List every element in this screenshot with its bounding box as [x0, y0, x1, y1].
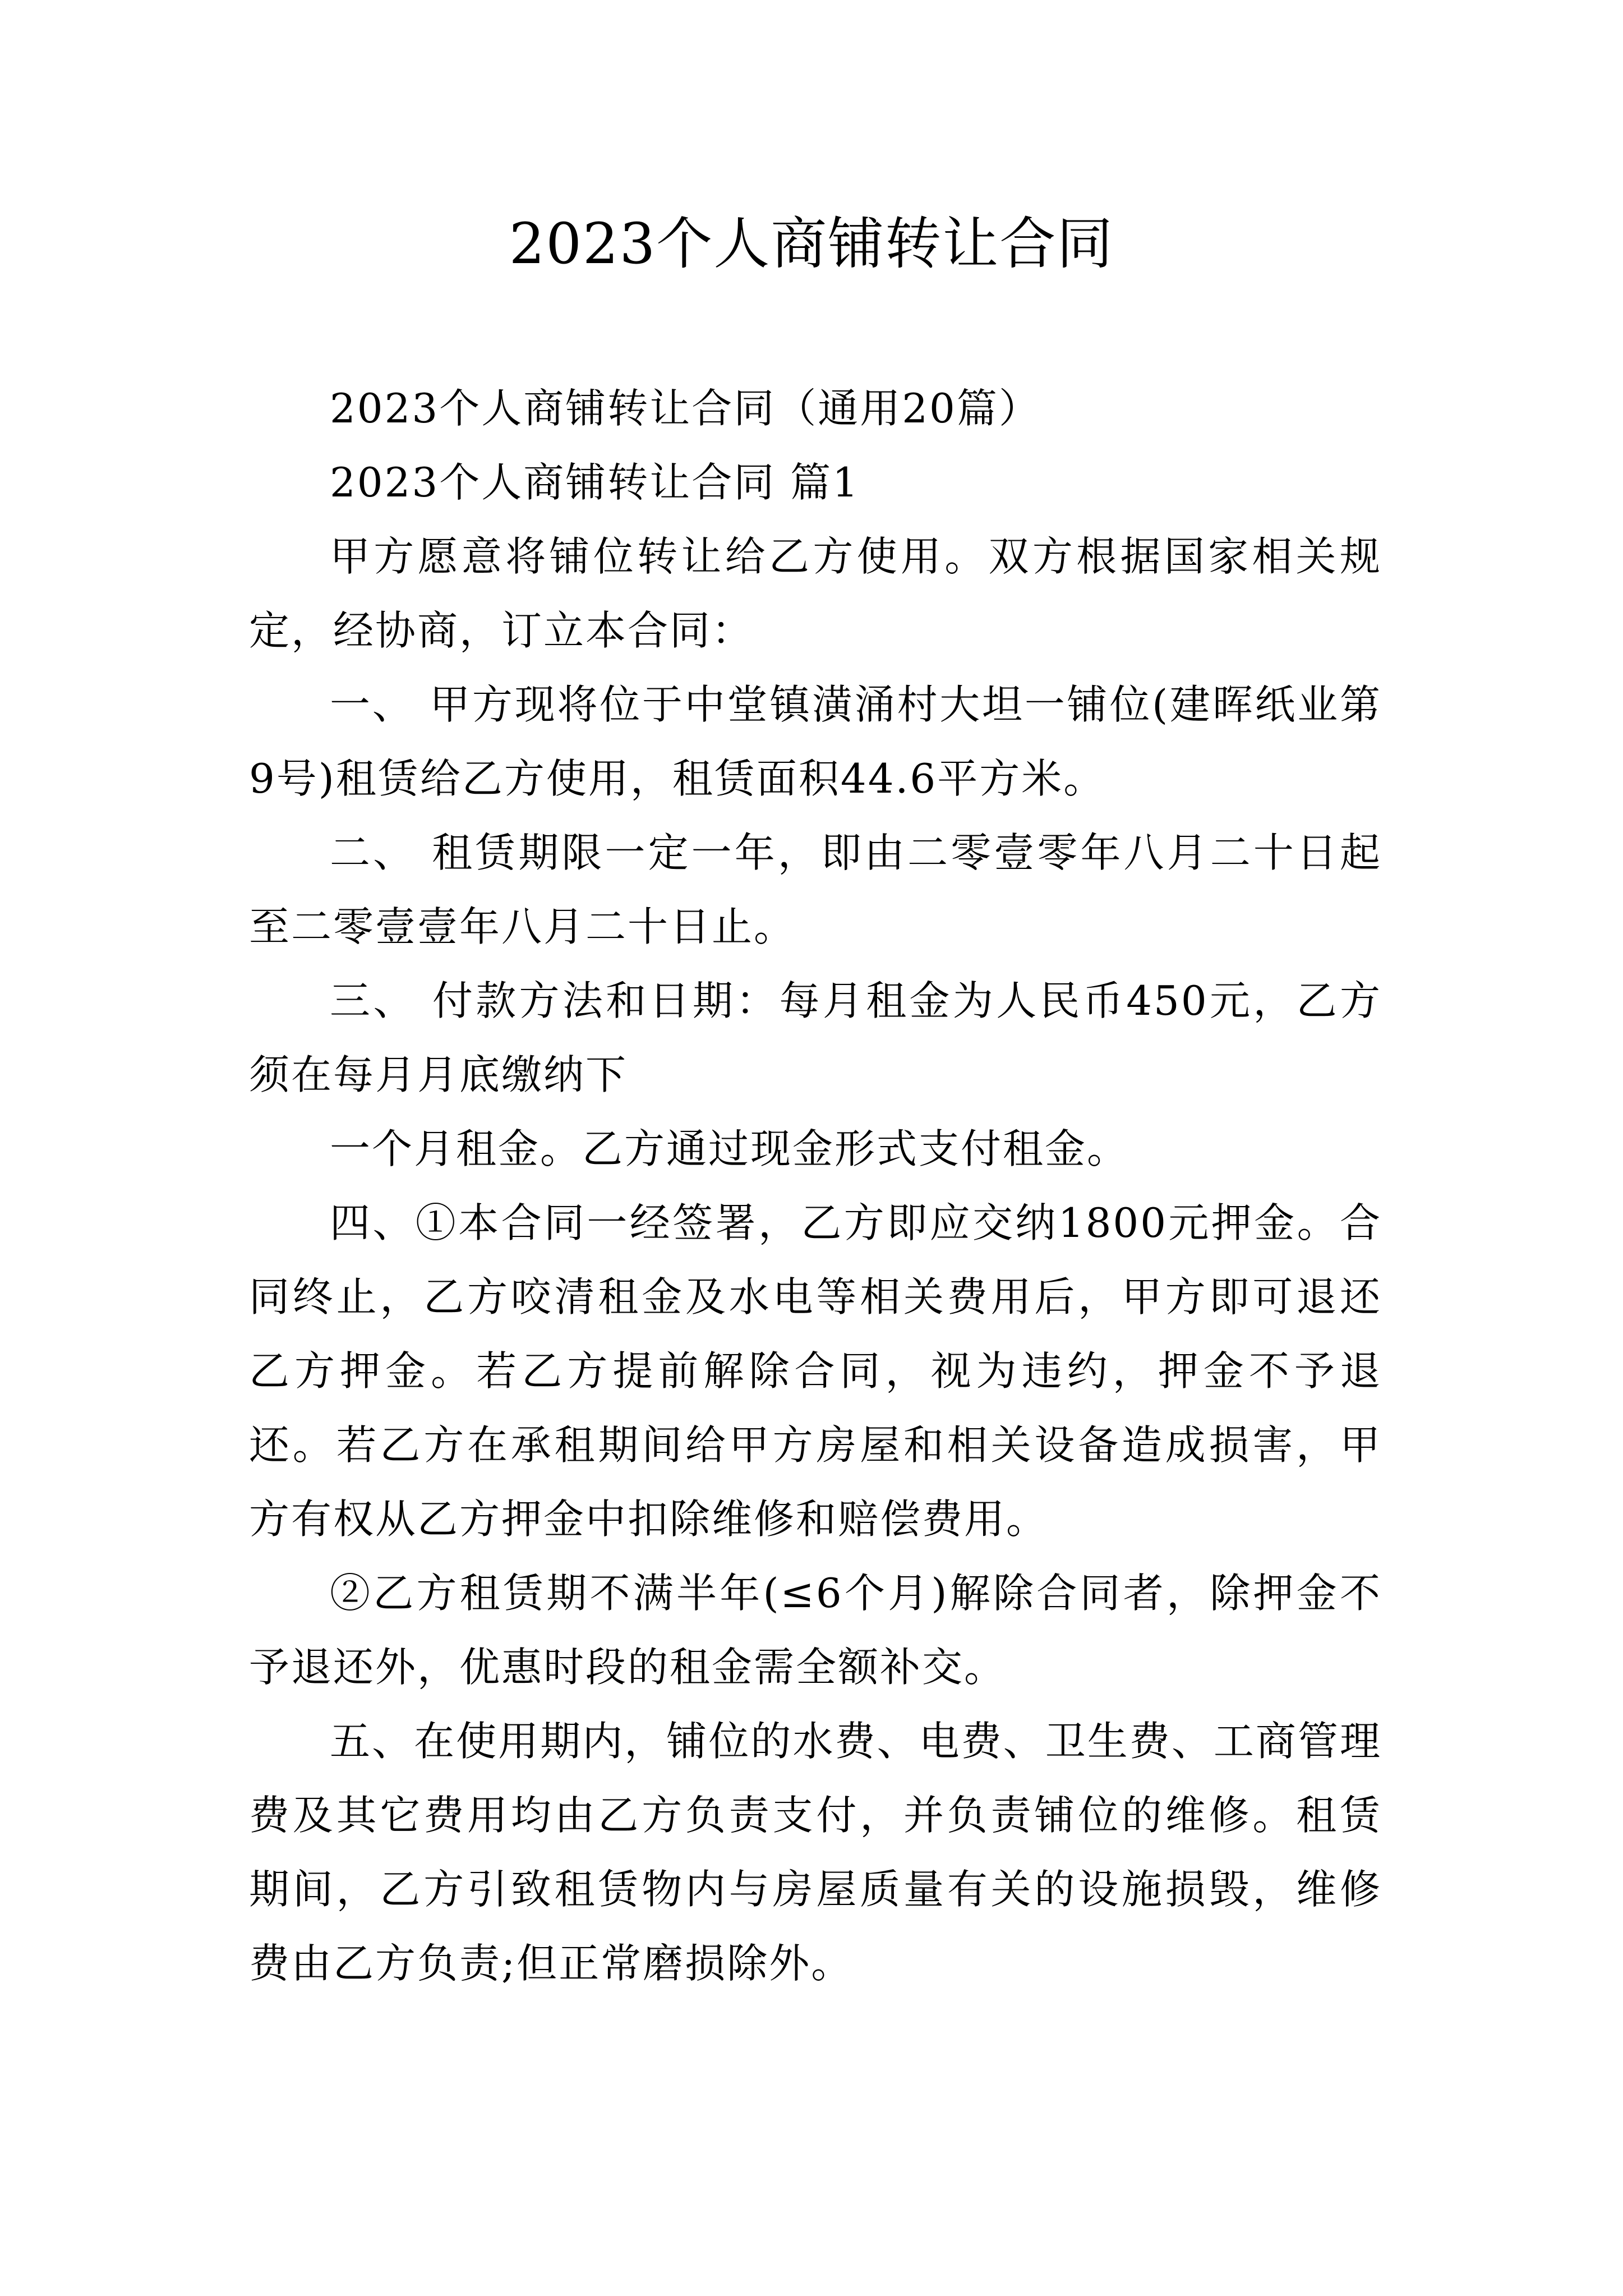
paragraph-clause-1: 一、 甲方现将位于中堂镇潢涌村大坦一铺位(建晖纸业第9号)租赁给乙方使用，租赁面积44.6平方米。 [249, 681, 1382, 802]
paragraph-clause-2: 二、 租赁期限一定一年，即由二零壹零年八月二十日起至二零壹壹年八月二十日止。 [249, 829, 1382, 950]
document-body [249, 371, 1382, 2000]
paragraph-clause-4a: 四、①本合同一经签署，乙方即应交纳1800元押金。合同终止，乙方咬清租金及水电等相关费用后，甲方即可退还乙方押金。若乙方提前解除合同，视为违约，押金不予退还。若乙方在承租期间给甲方房屋和相关设备造成损害，甲方有权从乙方押金中扣除维修和赔偿费用。 [249, 1199, 1382, 1543]
paragraph-clause-3-cont: 一个月租金。乙方通过现金形式支付租金。 [330, 1125, 1129, 1172]
paragraph-subtitle: 2023个人商铺转让合同（通用20篇） [330, 385, 1041, 432]
paragraph-preamble: 甲方愿意将铺位转让给乙方使用。双方根据国家相关规定，经协商，订立本合同： [249, 533, 1382, 654]
paragraph-clause-5: 五、在使用期内，铺位的水费、电费、卫生费、工商管理费及其它费用均由乙方负责支付，并负责铺位的维修。租赁期间，乙方引致租赁物内与房屋质量有关的设施损毁，维修费由乙方负责;但正常磨损除外。 [249, 1718, 1382, 1987]
paragraph-section-heading: 2023个人商铺转让合同 篇1 [330, 459, 860, 506]
paragraph-clause-3: 三、 付款方法和日期：每月租金为人民币450元，乙方须在每月月底缴纳下 [249, 977, 1382, 1098]
paragraph-clause-4b: ②乙方租赁期不满半年(≤6个月)解除合同者，除押金不予退还外，优惠时段的租金需全额补交。 [249, 1570, 1382, 1691]
document-title: 2023个人商铺转让合同 [509, 211, 1114, 277]
